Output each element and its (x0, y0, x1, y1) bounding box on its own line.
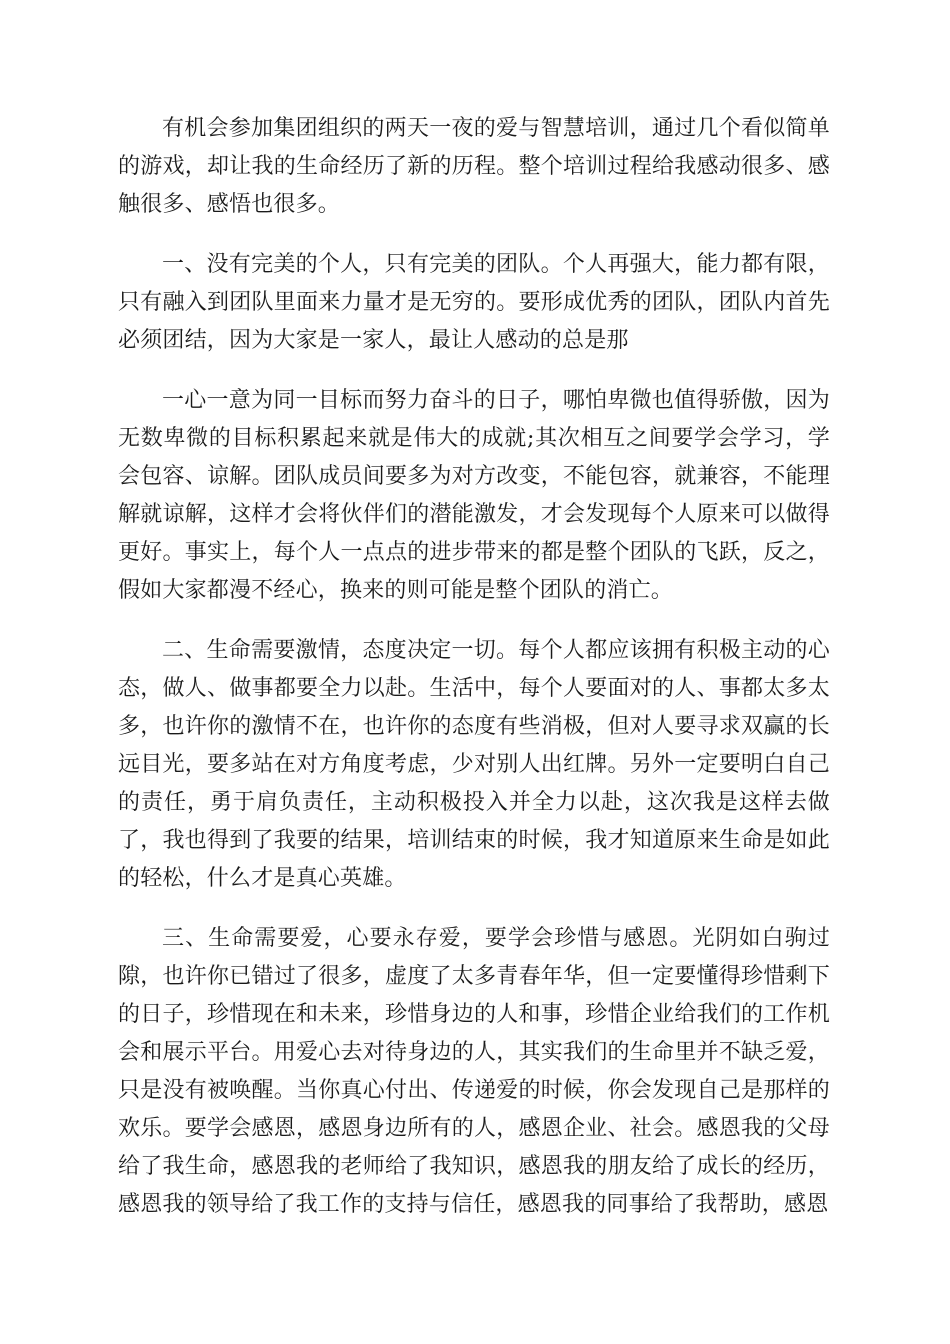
document-body (118, 110, 830, 1246)
paragraph-point-two: 二、生命需要激情，态度决定一切。每个人都应该拥有积极主动的心态，做人、做事都要全力以赴。生活中，每个人要面对的人、事都太多太多，也许你的激情不在，也许你的态度有些消极，但对人要寻求双赢的长远目光，要多站在对方角度考虑，少对别人出红牌。另外一定要明白自己的责任，勇于肩负责任，主动积极投入并全力以赴，这次我是这样去做了，我也得到了我要的结果，培训结束的时候，我才知道原来生命是如此的轻松，什么才是真心英雄。 (118, 638, 830, 891)
paragraph-intro: 有机会参加集团组织的两天一夜的爱与智慧培训，通过几个看似简单的游戏，却让我的生命经历了新的历程。整个培训过程给我感动很多、感触很多、感悟也很多。 (118, 116, 830, 217)
paragraph-point-three: 三、生命需要爱，心要永存爱，要学会珍惜与感恩。光阴如白驹过隙，也许你已错过了很多，虚度了太多青春年华，但一定要懂得珍惜剩下的日子，珍惜现在和未来，珍惜身边的人和事，珍惜企业给我们的工作机会和展示平台。用爱心去对待身边的人，其实我们的生命里并不缺乏爱，只是没有被唤醒。当你真心付出、传递爱的时候，你会发现自己是那样的欢乐。要学会感恩，感恩身边所有的人，感恩企业、社会。感恩我的父母给了我生命，感恩我的老师给了我知识，感恩我的朋友给了成长的经历，感恩我的领导给了我工作的支持与信任，感恩我的同事给了我帮助，感恩 (118, 926, 830, 1217)
paragraph-point-one: 一、没有完美的个人，只有完美的团队。个人再强大，能力都有限，只有融入到团队里面来力量才是无穷的。要形成优秀的团队，团队内首先必须团结，因为大家是一家人，最让人感动的总是那 (118, 252, 830, 353)
paragraph-point-one-continued: 一心一意为同一目标而努力奋斗的日子，哪怕卑微也值得骄傲，因为无数卑微的目标积累起来就是伟大的成就;其次相互之间要学会学习，学会包容、谅解。团队成员间要多为对方改变，不能包容，就兼容，不能理解就谅解，这样才会将伙伴们的潜能激发，才会发现每个人原来可以做得更好。事实上，每个人一点点的进步带来的都是整个团队的飞跃，反之，假如大家都漫不经心，换来的则可能是整个团队的消亡。 (118, 388, 830, 603)
